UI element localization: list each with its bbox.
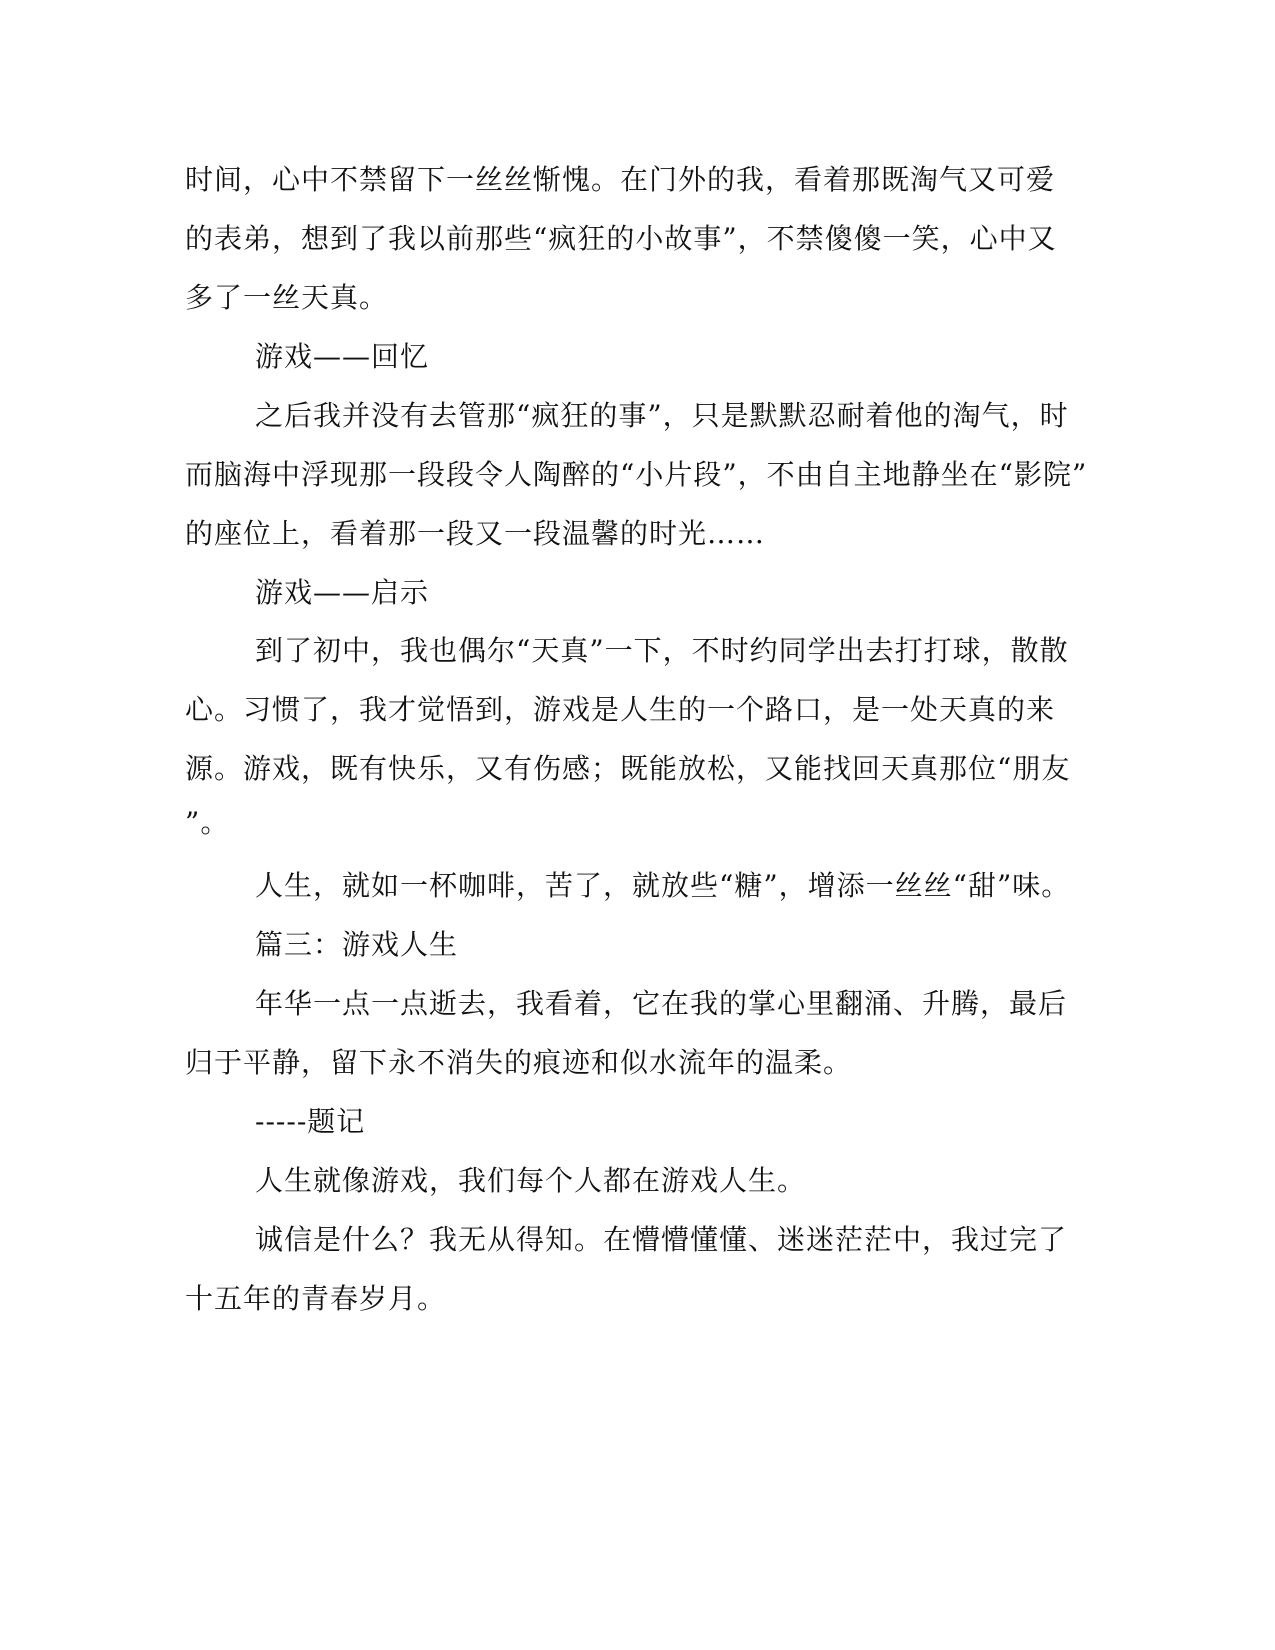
- text-line: 心。习惯了，我才觉悟到，游戏是人生的一个路口，是一处天真的来: [185, 693, 1056, 726]
- epigraph-label: -----题记: [255, 1105, 366, 1138]
- section-heading: 篇三：游戏人生: [255, 928, 459, 961]
- text-line: 多了一丝天真。: [185, 281, 389, 314]
- section-heading: 游戏——回忆: [255, 340, 430, 373]
- text-line: 而脑海中浮现那一段段令人陶醉的“小片段”，不由自主地静坐在“影院”: [185, 458, 1088, 491]
- text-line: 人生，就如一杯咖啡，苦了，就放些“糖”，增添一丝丝“甜”味。: [255, 869, 1071, 902]
- section-heading: 游戏——启示: [255, 576, 430, 609]
- text-line: 源。游戏，既有快乐，又有伤感；既能放松，又能找回天真那位“朋友: [185, 752, 1071, 785]
- text-line: ”。: [185, 806, 230, 839]
- text-line: 的座位上，看着那一段又一段温馨的时光……: [185, 517, 766, 550]
- text-line: 的表弟，想到了我以前那些“疯狂的小故事”，不禁傻傻一笑，心中又: [185, 222, 1057, 255]
- text-line: 之后我并没有去管那“疯狂的事”，只是默默忍耐着他的淘气，时: [255, 399, 1069, 432]
- text-line: 到了初中，我也偶尔“天真”一下，不时约同学出去打打球，散散: [255, 634, 1069, 667]
- text-line: 归于平静，留下永不消失的痕迹和似水流年的温柔。: [185, 1046, 853, 1079]
- text-line: 时间，心中不禁留下一丝丝惭愧。在门外的我，看着那既淘气又可爱: [185, 163, 1056, 196]
- text-line: 年华一点一点逝去，我看着，它在我的掌心里翻涌、升腾，最后: [255, 987, 1068, 1020]
- text-line: 十五年的青春岁月。: [185, 1282, 447, 1315]
- text-line: 诚信是什么？我无从得知。在懵懵懂懂、迷迷茫茫中，我过完了: [255, 1223, 1068, 1256]
- text-line: 人生就像游戏，我们每个人都在游戏人生。: [255, 1164, 807, 1197]
